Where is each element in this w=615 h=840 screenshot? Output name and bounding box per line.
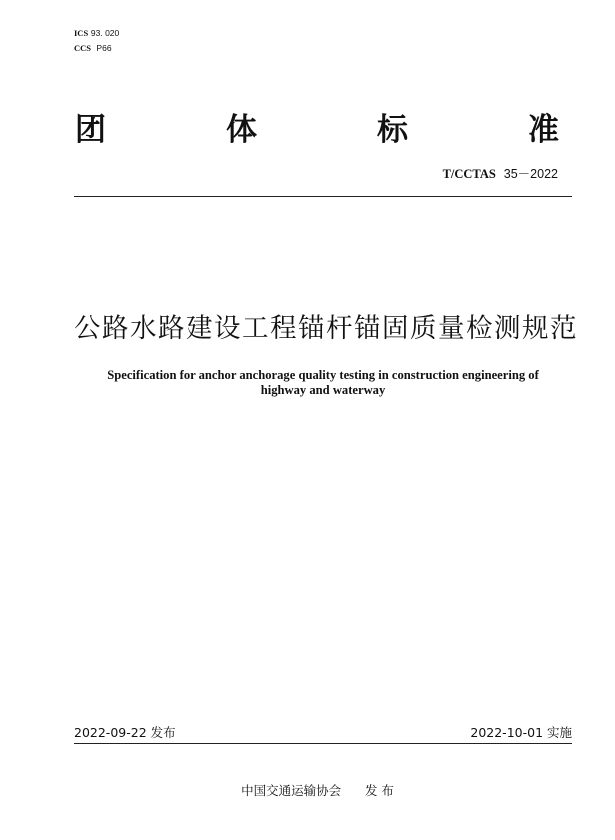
standard-code: 35－2022 xyxy=(503,167,558,181)
chinese-title: 公路水路建设工程锚杆锚固质量检测规范 xyxy=(74,313,578,344)
standard-prefix: T/CCTAS xyxy=(442,167,496,181)
document-type-title xyxy=(75,110,559,150)
ccs-label: CCS xyxy=(74,43,92,53)
date-row xyxy=(74,725,572,741)
publisher-organization: 中国交通运输协会 xyxy=(241,783,342,798)
classification-codes xyxy=(74,26,119,56)
title-char: 体 xyxy=(226,112,257,148)
bottom-divider xyxy=(74,743,572,744)
english-title xyxy=(70,368,576,398)
effective-date: 2022-10-01 实施 xyxy=(470,725,572,740)
title-char: 团 xyxy=(75,112,106,148)
top-divider xyxy=(74,196,572,197)
standard-number xyxy=(443,166,558,182)
publisher-line xyxy=(0,783,615,799)
english-title-line-1: Specification for anchor anchorage quality testing in construction engineering of xyxy=(107,368,539,382)
issue-date: 2022-09-22 发布 xyxy=(74,725,176,740)
publisher-action: 发 布 xyxy=(364,783,394,798)
ccs-code xyxy=(74,41,119,56)
english-title-line-2: highway and waterway xyxy=(260,383,386,397)
ics-value: 93. 020 xyxy=(90,28,120,38)
ccs-value: P66 xyxy=(96,43,112,53)
title-char: 准 xyxy=(528,112,559,148)
ics-code xyxy=(74,26,119,41)
title-char: 标 xyxy=(377,112,408,148)
ics-label: ICS xyxy=(74,28,89,38)
